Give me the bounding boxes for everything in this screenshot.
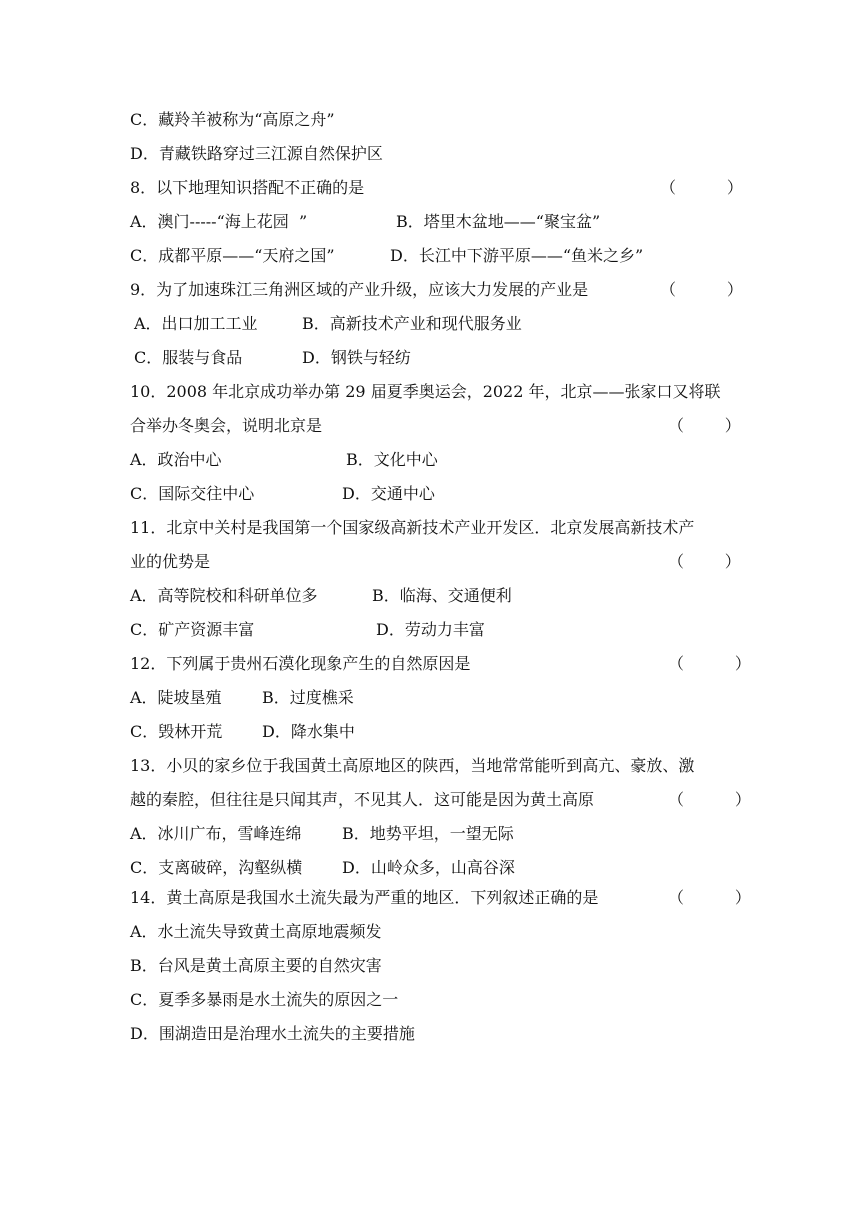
q10-option-c: C．国际交往中心 xyxy=(130,484,255,503)
q11-stem-line2: 业的优势是 xyxy=(130,552,211,571)
q12-option-c: C．毁林开荒 xyxy=(130,722,223,741)
q13-option-d: D．山岭众多，山高谷深 xyxy=(342,858,515,877)
q13-stem-line2: 越的秦腔，但往往是只闻其声，不见其人．这可能是因为黄土高原 xyxy=(130,790,595,809)
q10-option-b: B．文化中心 xyxy=(346,450,438,469)
q9-stem: 9．为了加速珠江三角洲区域的产业升级，应该大力发展的产业是 xyxy=(130,280,589,299)
q12-option-a: A．陡坡垦殖 xyxy=(130,688,222,707)
q12-stem: 12．下列属于贵州石漠化现象产生的自然原因是 xyxy=(130,654,471,673)
q10-option-a: A．政治中心 xyxy=(130,450,222,469)
q13-option-a: A．冰川广布，雪峰连绵 xyxy=(130,824,302,843)
q14-option-b: B．台风是黄土高原主要的自然灾害 xyxy=(130,956,382,975)
q9-option-a: A．出口加工工业 xyxy=(134,314,258,333)
q10-answer-bracket: （ ） xyxy=(668,416,741,435)
q12-option-b: B．过度樵采 xyxy=(262,688,354,707)
q11-option-a: A．高等院校和科研单位多 xyxy=(130,586,318,605)
q9-option-b: B．高新技术产业和现代服务业 xyxy=(302,314,522,333)
q14-stem: 14．黄土高原是我国水土流失最为严重的地区．下列叙述正确的是 xyxy=(130,888,599,907)
q11-option-d: D．劳动力丰富 xyxy=(376,620,485,639)
q14-option-a: A．水土流失导致黄土高原地震频发 xyxy=(130,922,382,941)
q13-option-c: C．支离破碎，沟壑纵横 xyxy=(130,858,303,877)
q8-option-b: B．塔里木盆地——“聚宝盆” xyxy=(396,212,601,231)
q10-stem-line2: 合举办冬奥会，说明北京是 xyxy=(130,416,323,435)
q11-option-b: B．临海、交通便利 xyxy=(372,586,512,605)
q10-option-d: D．交通中心 xyxy=(342,484,435,503)
q14-answer-bracket: （ ） xyxy=(668,888,751,907)
q12-option-d: D．降水集中 xyxy=(262,722,355,741)
q9-answer-bracket: （ ） xyxy=(660,280,743,299)
q7-option-d: D．青藏铁路穿过三江源自然保护区 xyxy=(130,144,383,163)
q8-option-c: C．成都平原——“天府之国” xyxy=(130,246,335,265)
q13-stem-line1: 13．小贝的家乡位于我国黄土高原地区的陕西，当地常常能听到高亢、豪放、激 xyxy=(130,756,695,775)
q9-option-d: D．钢铁与轻纺 xyxy=(302,348,411,367)
q11-answer-bracket: （ ） xyxy=(668,552,741,571)
q7-option-c: C．藏羚羊被称为“高原之舟” xyxy=(130,110,335,129)
q8-stem: 8．以下地理知识搭配不正确的是 xyxy=(130,178,365,197)
q13-option-b: B．地势平坦，一望无际 xyxy=(342,824,514,843)
q11-option-c: C．矿产资源丰富 xyxy=(130,620,255,639)
q14-option-c: C．夏季多暴雨是水土流失的原因之一 xyxy=(130,990,399,1009)
q9-option-c: C．服装与食品 xyxy=(134,348,243,367)
q11-stem-line1: 11．北京中关村是我国第一个国家级高新技术产业开发区．北京发展高新技术产 xyxy=(130,518,695,537)
q8-option-a: A．澳门-----“海上花园 ” xyxy=(130,212,308,231)
q12-answer-bracket: （ ） xyxy=(668,654,751,673)
q14-option-d: D．围湖造田是治理水土流失的主要措施 xyxy=(130,1024,415,1043)
q8-answer-bracket: （ ） xyxy=(660,178,743,197)
q13-answer-bracket: （ ） xyxy=(668,790,751,809)
q8-option-d: D．长江中下游平原——“鱼米之乡” xyxy=(390,246,644,265)
q10-stem-line1: 10．2008 年北京成功举办第 29 届夏季奥运会，2022 年，北京——张家口又将联 xyxy=(130,382,721,401)
